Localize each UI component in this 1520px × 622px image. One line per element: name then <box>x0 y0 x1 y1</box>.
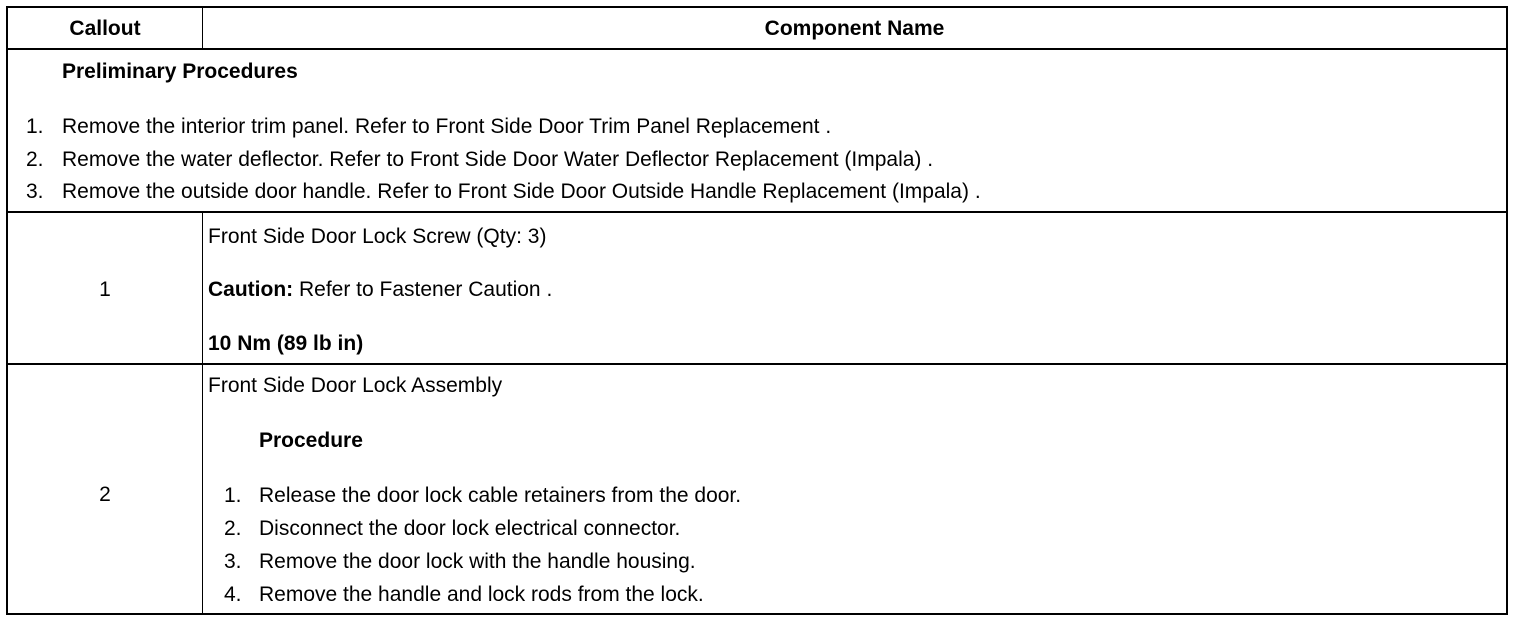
preliminary-title: Preliminary Procedures <box>62 60 298 83</box>
procedure-step-text: Disconnect the door lock electrical connector. <box>259 517 681 540</box>
row-2-callout: 2 <box>99 483 111 506</box>
preliminary-step-text: Remove the water deflector. Refer to Front Side Door Water Deflector Replacement (Impala) . <box>62 148 934 171</box>
procedure-step-text: Remove the door lock with the handle housing. <box>259 550 696 573</box>
procedure-step-num: 4. <box>224 583 242 606</box>
preliminary-step-text: Remove the outside door handle. Refer to Front Side Door Outside Handle Replacement (Impala) . <box>62 180 981 203</box>
header-divider <box>8 48 1506 50</box>
procedure-step-num: 3. <box>224 550 242 573</box>
preliminary-step-num: 2. <box>26 148 44 171</box>
header-component-name: Component Name <box>764 17 945 40</box>
header-callout: Callout <box>69 17 141 40</box>
caution-text: Refer to Fastener Caution . <box>293 278 553 301</box>
column-divider-body <box>202 211 203 613</box>
row-1-caution <box>208 277 552 303</box>
procedure-step-num: 2. <box>224 517 242 540</box>
procedure-step-text: Release the door lock cable retainers from the door. <box>259 484 742 507</box>
procedure-table <box>6 6 1508 615</box>
procedure-step-num: 1. <box>224 484 242 507</box>
row-1-divider <box>8 363 1506 365</box>
procedure-title: Procedure <box>259 429 363 452</box>
row-1-callout: 1 <box>99 278 111 301</box>
row-2-component-name: Front Side Door Lock Assembly <box>208 374 503 397</box>
preliminary-step-text: Remove the interior trim panel. Refer to Front Side Door Trim Panel Replacement . <box>62 115 832 138</box>
procedure-step-text: Remove the handle and lock rods from the lock. <box>259 583 704 606</box>
row-1-torque: 10 Nm (89 lb in) <box>208 332 364 355</box>
row-1-component-name: Front Side Door Lock Screw (Qty: 3) <box>208 225 547 248</box>
preliminary-step-num: 3. <box>26 180 44 203</box>
preliminary-divider <box>8 211 1506 213</box>
caution-label: Caution: <box>208 278 294 301</box>
preliminary-step-num: 1. <box>26 115 44 138</box>
